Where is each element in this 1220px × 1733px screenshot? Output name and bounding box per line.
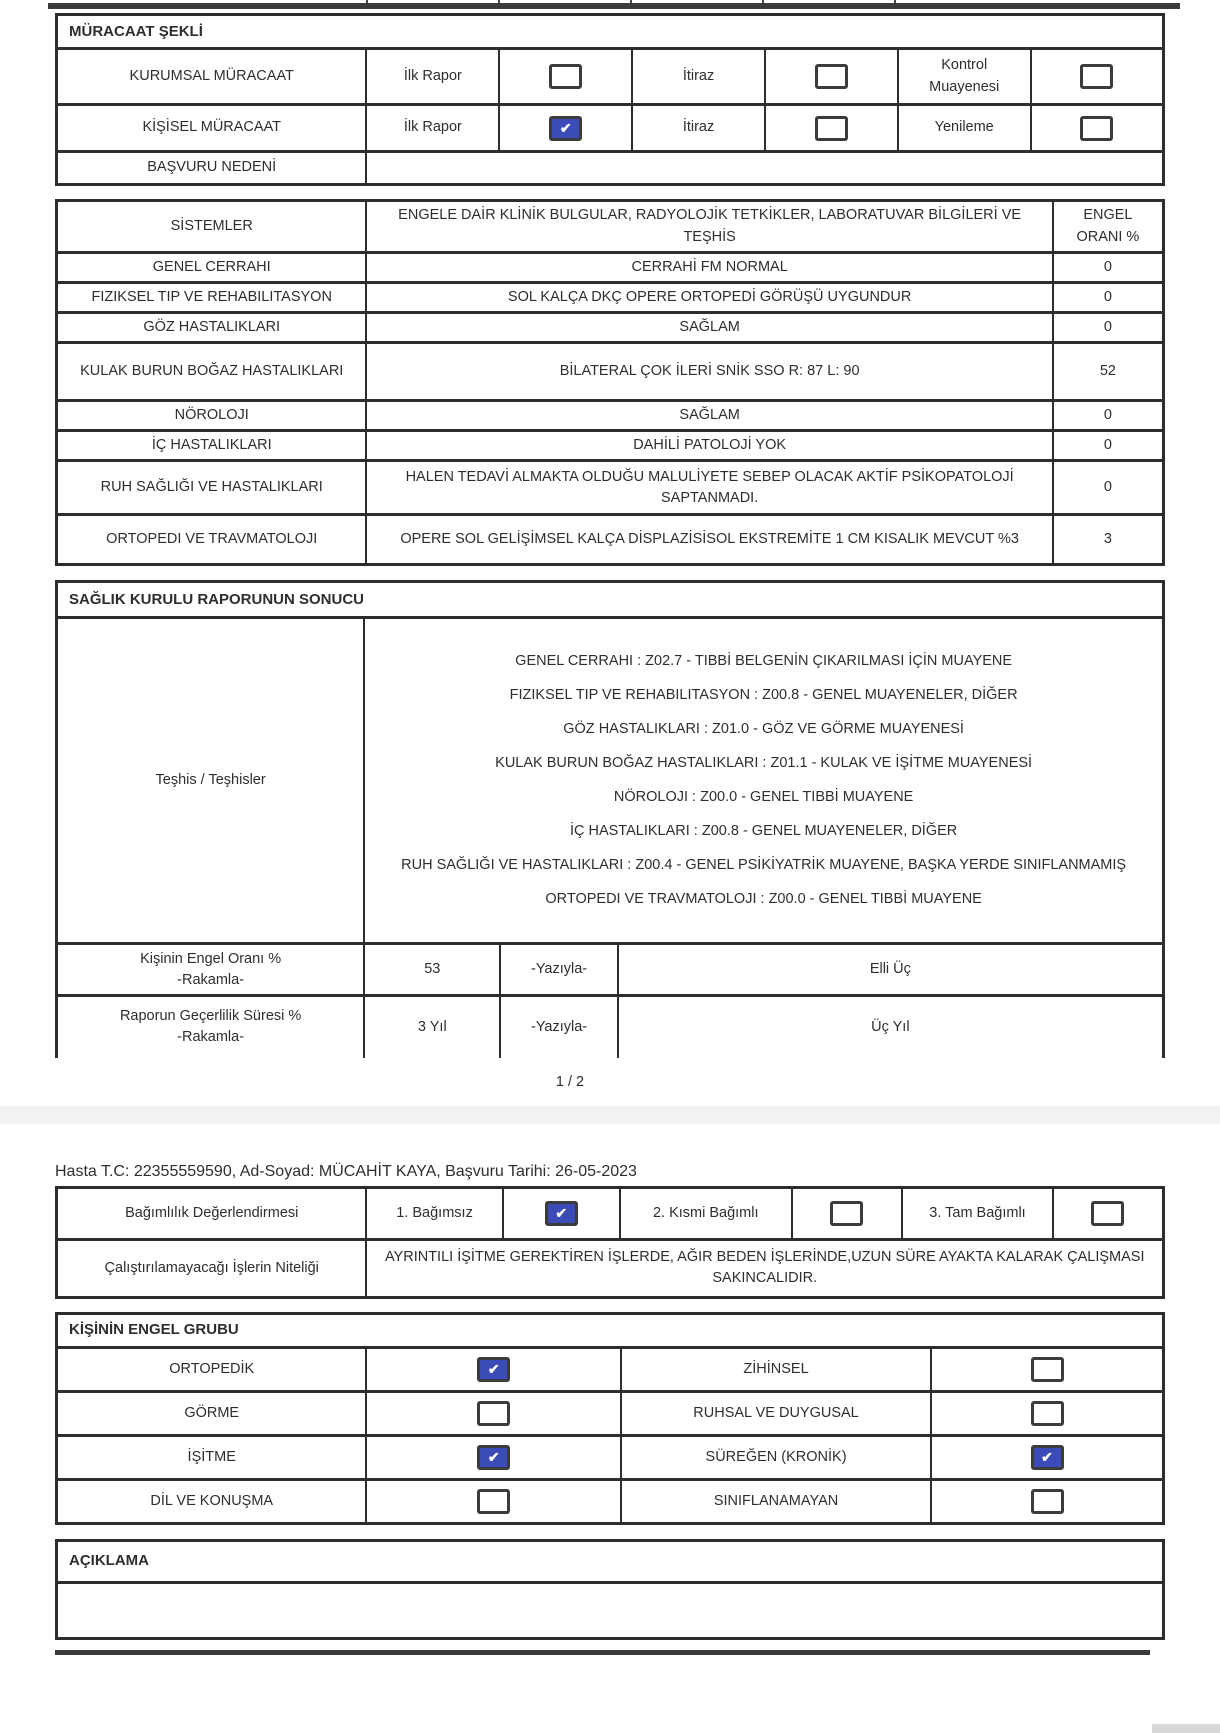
- aciklama-value: [57, 1582, 1164, 1638]
- oran-value: 0: [1053, 313, 1164, 343]
- cut-column-divider: [630, 0, 632, 3]
- engel-label: İŞİTME: [57, 1435, 367, 1479]
- sistem-label: RUH SAĞLIĞI VE HASTALIKLARI: [57, 461, 367, 515]
- column-header-engel-orani: ENGEL ORANI %: [1053, 201, 1164, 253]
- engel-orani-rakam: 53: [364, 944, 500, 996]
- option-label: İlk Rapor: [366, 49, 499, 105]
- bulgu-text: HALEN TEDAVİ ALMAKTA OLDUĞU MALULİYETE SEBEP OLACAK AKTİF PSİKOPATOLOJİ SAPTANMADI.: [366, 461, 1052, 515]
- table-row: [57, 1347, 1164, 1391]
- table-row: [57, 253, 1164, 283]
- engel-label: ZİHİNSEL: [621, 1347, 931, 1391]
- teshis-list: [364, 618, 1163, 944]
- row-label: Bağımlılık Değerlendirmesi: [57, 1187, 367, 1239]
- teshis-line: ORTOPEDI VE TRAVMATOLOJI : Z00.0 - GENEL TIBBİ MUAYENE: [545, 891, 982, 908]
- table-row: [57, 343, 1164, 401]
- sistem-label: İÇ HASTALIKLARI: [57, 431, 367, 461]
- table-row: [57, 105, 1164, 152]
- bagimlilik-table: [55, 1186, 1165, 1299]
- sistemler-table: [55, 199, 1165, 566]
- table-row: [57, 401, 1164, 431]
- kontrol-muayenesi-checkbox[interactable]: [1080, 64, 1113, 89]
- option-label: İtiraz: [632, 105, 765, 152]
- teshis-line: RUH SAĞLIĞI VE HASTALIKLARI : Z00.4 - GENEL PSİKİYATRİK MUAYENE, BAŞKA YERDE SINIFLANMAMIŞ: [401, 857, 1127, 874]
- ortopedik-checkbox[interactable]: [477, 1357, 510, 1382]
- gecerlilik-yazi: Üç Yıl: [618, 996, 1164, 1058]
- gorme-checkbox[interactable]: [477, 1401, 510, 1426]
- tam-bagimli-checkbox[interactable]: [1091, 1201, 1124, 1226]
- oran-value: 52: [1053, 343, 1164, 401]
- table-row: [57, 515, 1164, 565]
- gecerlilik-rakam: 3 Yıl: [364, 996, 500, 1058]
- row-label: Çalıştırılamayacağı İşlerin Niteliği: [57, 1239, 367, 1297]
- itiraz-kisisel-checkbox[interactable]: [815, 116, 848, 141]
- bulgu-text: OPERE SOL GELİŞİMSEL KALÇA DİSPLAZİSİSOL EKSTREMİTE 1 CM KISALIK MEVCUT %3: [366, 515, 1052, 565]
- teshis-line: GÖZ HASTALIKLARI : Z01.0 - GÖZ VE GÖRME MUAYENESİ: [563, 721, 964, 738]
- cut-table-bottom-border: [48, 3, 1180, 9]
- patient-header: Hasta T.C: 22355559590, Ad-Soyad: MÜCAHİT KAYA, Başvuru Tarihi: 26-05-2023: [55, 1162, 637, 1180]
- row-label: BAŞVURU NEDENİ: [57, 152, 367, 185]
- column-header-sistemler: SİSTEMLER: [57, 201, 367, 253]
- yaziyla-label: -Yazıyla-: [500, 996, 617, 1058]
- bulgu-text: DAHİLİ PATOLOJİ YOK: [366, 431, 1052, 461]
- row-label: KİŞİSEL MÜRACAAT: [57, 105, 367, 152]
- engel-grubu-table: [55, 1312, 1165, 1525]
- teshis-line: GENEL CERRAHI : Z02.7 - TIBBİ BELGENİN ÇIKARILMASI İÇİN MUAYENE: [515, 653, 1013, 670]
- oran-value: 0: [1053, 253, 1164, 283]
- yaziyla-label: -Yazıyla-: [500, 944, 617, 996]
- row-label: KURUMSAL MÜRACAAT: [57, 49, 367, 105]
- label-line: -Rakamla-: [177, 971, 245, 988]
- sistem-label: FIZIKSEL TIP VE REHABILITASYON: [57, 283, 367, 313]
- engel-label: SÜREĞEN (KRONİK): [621, 1435, 931, 1479]
- option-label: İlk Rapor: [366, 105, 499, 152]
- engel-orani-row: [57, 944, 1164, 996]
- engel-orani-yazi: Elli Üç: [618, 944, 1164, 996]
- option-label: İtiraz: [632, 49, 765, 105]
- saglik-kurulu-sonucu-table: [55, 580, 1165, 1058]
- check-icon: ✔: [555, 1205, 568, 1222]
- section-title-engel-grubu: KİŞİNİN ENGEL GRUBU: [57, 1313, 1164, 1347]
- oran-value: 3: [1053, 515, 1164, 565]
- table-row: [57, 152, 1164, 185]
- gecerlilik-label: [57, 996, 365, 1058]
- oran-value: 0: [1053, 401, 1164, 431]
- oran-value: 0: [1053, 283, 1164, 313]
- engel-label: DİL VE KONUŞMA: [57, 1479, 367, 1523]
- cut-next-table-top-border: [55, 1650, 1150, 1655]
- option-label: Yenileme: [898, 105, 1031, 152]
- itiraz-kurumsal-checkbox[interactable]: [815, 64, 848, 89]
- section-title-sonuc: SAĞLIK KURULU RAPORUNUN SONUCU: [57, 582, 1164, 618]
- bagimlilik-row: [57, 1187, 1164, 1239]
- ruhsal-duygusal-checkbox[interactable]: [1031, 1401, 1064, 1426]
- teshis-line: FIZIKSEL TIP VE REHABILITASYON : Z00.8 - GENEL MUAYENELER, DİĞER: [509, 687, 1018, 704]
- bulgu-text: BİLATERAL ÇOK İLERİ SNİK SSO R: 87 L: 90: [366, 343, 1052, 401]
- aciklama-content-row: [57, 1582, 1164, 1638]
- cut-column-divider: [498, 0, 500, 3]
- ilk-rapor-kurumsal-checkbox[interactable]: [549, 64, 582, 89]
- sistem-label: KULAK BURUN BOĞAZ HASTALIKLARI: [57, 343, 367, 401]
- teshis-line: KULAK BURUN BOĞAZ HASTALIKLARI : Z01.1 - KULAK VE İŞİTME MUAYENESİ: [495, 755, 1033, 772]
- bagimsiz-checkbox[interactable]: [545, 1201, 578, 1226]
- cut-column-divider: [762, 0, 764, 3]
- teshis-row: [57, 618, 1164, 944]
- label-line: -Rakamla-: [177, 1029, 245, 1046]
- engel-orani-label: [57, 944, 365, 996]
- oran-value: 0: [1053, 461, 1164, 515]
- page-gap-band: [0, 1106, 1220, 1124]
- siniflanamayan-checkbox[interactable]: [1031, 1489, 1064, 1514]
- section-title-aciklama: AÇIKLAMA: [57, 1540, 1164, 1582]
- bulgu-text: SAĞLAM: [366, 401, 1052, 431]
- page-number: 1 / 2: [555, 1073, 585, 1090]
- sistem-label: GENEL CERRAHI: [57, 253, 367, 283]
- table-row: [57, 1391, 1164, 1435]
- table-row: [57, 313, 1164, 343]
- check-icon: ✔: [559, 120, 572, 136]
- teshis-label: Teşhis / Teşhisler: [57, 618, 365, 944]
- section-title-muracaat-sekli: MÜRACAAT ŞEKLİ: [57, 15, 1164, 49]
- ilk-rapor-kisisel-checkbox[interactable]: [549, 116, 582, 141]
- cut-column-divider: [894, 0, 896, 3]
- sistem-label: GÖZ HASTALIKLARI: [57, 313, 367, 343]
- check-icon: ✔: [1041, 1449, 1053, 1466]
- basvuru-nedeni-value: [366, 152, 1163, 185]
- label-line: Kişinin Engel Oranı %: [140, 950, 282, 967]
- teshis-line: İÇ HASTALIKLARI : Z00.8 - GENEL MUAYENELER, DİĞER: [569, 823, 958, 840]
- yenileme-checkbox[interactable]: [1080, 116, 1113, 141]
- engel-label: GÖRME: [57, 1391, 367, 1435]
- oran-value: 0: [1053, 431, 1164, 461]
- table-row: [57, 431, 1164, 461]
- teshis-line: NÖROLOJI : Z00.0 - GENEL TIBBİ MUAYENE: [613, 789, 914, 806]
- engel-label: ORTOPEDİK: [57, 1347, 367, 1391]
- calistirma-row: [57, 1239, 1164, 1297]
- bulgu-text: CERRAHİ FM NORMAL: [366, 253, 1052, 283]
- check-icon: ✔: [487, 1449, 500, 1466]
- engel-label: RUHSAL VE DUYGUSAL: [621, 1391, 931, 1435]
- zihinsel-checkbox[interactable]: [1031, 1357, 1064, 1382]
- calistirma-text: AYRINTILI İŞİTME GEREKTİREN İŞLERDE, AĞIR BEDEN İŞLERİNDE,UZUN SÜRE AYAKTA KALARAK ÇALIŞMASI SAKINCALIDIR.: [366, 1239, 1163, 1297]
- sistem-label: ORTOPEDI VE TRAVMATOLOJI: [57, 515, 367, 565]
- suregen-kronik-checkbox[interactable]: [1031, 1445, 1064, 1470]
- isitme-checkbox[interactable]: [477, 1445, 510, 1470]
- option-label: 2. Kısmi Bağımlı: [620, 1187, 792, 1239]
- kismi-bagimli-checkbox[interactable]: [830, 1201, 863, 1226]
- option-label: Kontrol Muayenesi: [898, 49, 1031, 105]
- option-label: 1. Bağımsız: [366, 1187, 502, 1239]
- scrollbar-corner-patch: [1152, 1724, 1220, 1733]
- cut-column-divider: [366, 0, 368, 3]
- check-icon: ✔: [487, 1361, 500, 1378]
- muracaat-sekli-table: [55, 13, 1165, 186]
- bulgu-text: SOL KALÇA DKÇ OPERE ORTOPEDİ GÖRÜŞÜ UYGUNDUR: [366, 283, 1052, 313]
- table-header-row: [57, 201, 1164, 253]
- aciklama-table: [55, 1539, 1165, 1640]
- engel-label: SINIFLANAMAYAN: [621, 1479, 931, 1523]
- table-row: [57, 1435, 1164, 1479]
- table-row: [57, 283, 1164, 313]
- table-row: [57, 1479, 1164, 1523]
- sistem-label: NÖROLOJI: [57, 401, 367, 431]
- label-line: Raporun Geçerlilik Süresi %: [119, 1008, 302, 1025]
- table-row: [57, 49, 1164, 105]
- gecerlilik-row: [57, 996, 1164, 1058]
- bulgu-text: SAĞLAM: [366, 313, 1052, 343]
- dil-ve-konusma-checkbox[interactable]: [477, 1489, 510, 1514]
- option-label: 3. Tam Bağımlı: [902, 1187, 1053, 1239]
- column-header-bulgular: ENGELE DAİR KLİNİK BULGULAR, RADYOLOJİK TETKİKLER, LABORATUVAR BİLGİLERİ VE TEŞHİS: [366, 201, 1052, 253]
- table-row: [57, 461, 1164, 515]
